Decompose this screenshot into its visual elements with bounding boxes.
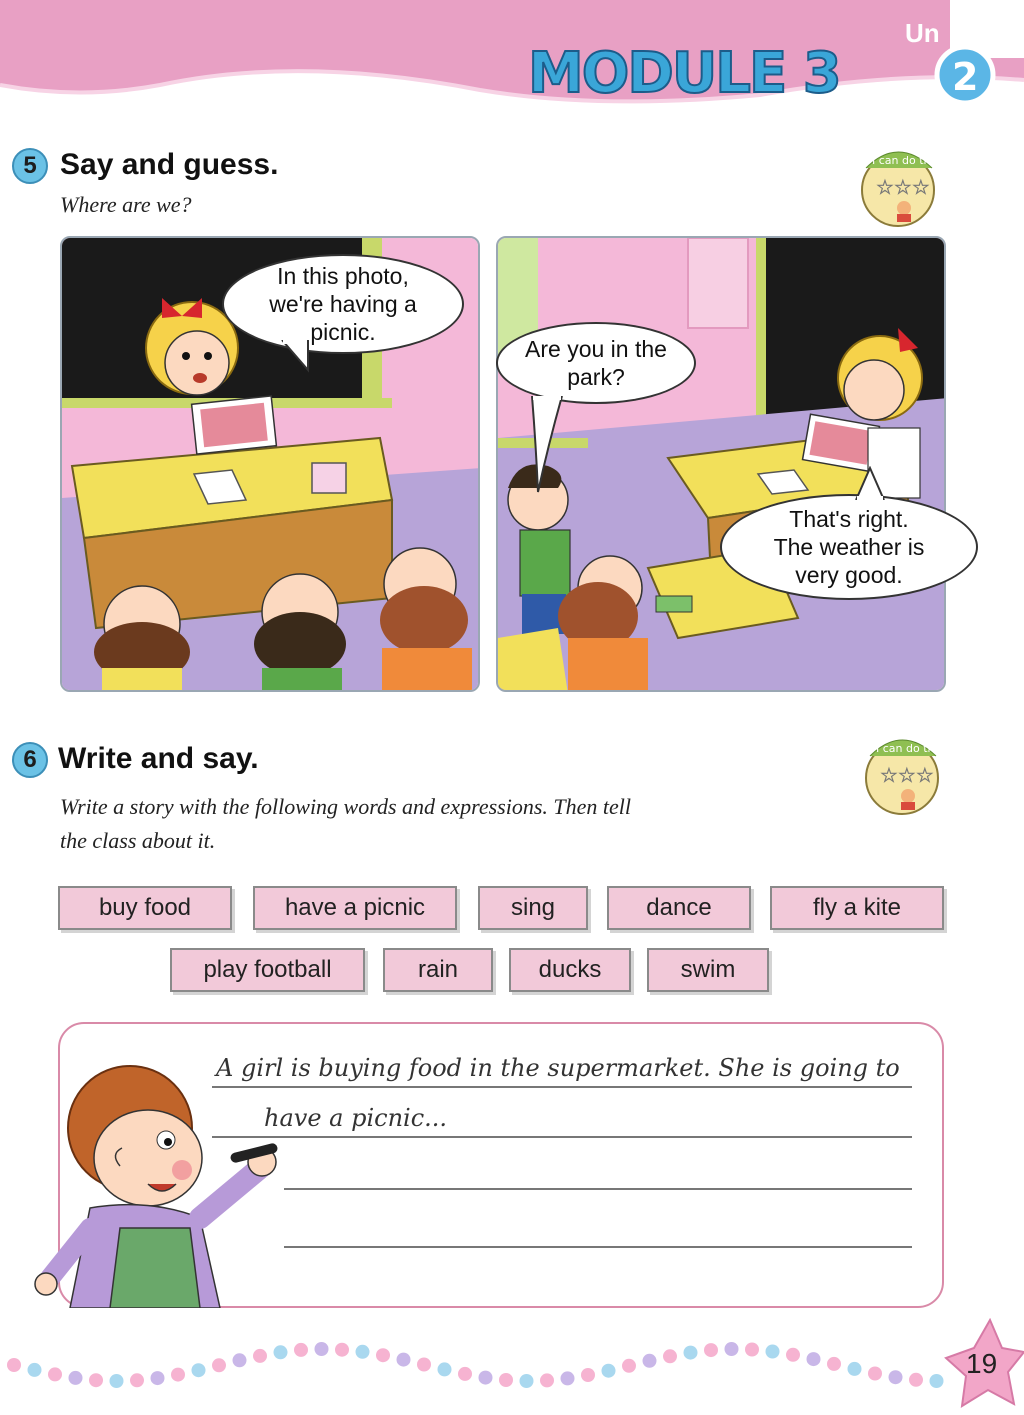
section-6-number: 6 (12, 742, 48, 778)
decorative-dot (561, 1371, 575, 1385)
story-line-1: A girl is buying food in the supermarket. She is going to (216, 1054, 900, 1082)
word-box: sing (478, 886, 588, 930)
decorative-dot (889, 1370, 903, 1384)
decorative-dot (151, 1371, 165, 1385)
decorative-dot (171, 1368, 185, 1382)
decorative-dot (520, 1374, 534, 1388)
decorative-dot (848, 1362, 862, 1376)
decorative-dot (192, 1363, 206, 1377)
decorative-dot (766, 1345, 780, 1359)
decorative-dot (438, 1362, 452, 1376)
speech-bubble-answer (720, 494, 978, 600)
badge-6-text: I can do this (876, 742, 944, 755)
speech-bubble-tail (528, 396, 568, 496)
decorative-dot (110, 1374, 124, 1388)
word-box: dance (607, 886, 751, 930)
bubble-picnic-line-1: In this photo, (277, 263, 409, 289)
speech-bubble-tail (850, 466, 890, 500)
section-6-title: Write and say. (58, 742, 259, 775)
word-box: play football (170, 948, 365, 992)
decorative-dot (233, 1353, 247, 1367)
unit-number: 2 (952, 55, 979, 99)
decorative-dot (909, 1373, 923, 1387)
decorative-dot (581, 1368, 595, 1382)
decorative-dot (868, 1367, 882, 1381)
decorative-dot (827, 1357, 841, 1371)
boy-writing-illustration (30, 1058, 290, 1308)
section-5-number: 5 (12, 148, 48, 184)
decorative-dot (643, 1354, 657, 1368)
speech-bubble-picnic (222, 254, 464, 354)
decorative-dot (807, 1352, 821, 1366)
can-do-badge-icon (852, 726, 952, 816)
decorative-dot (458, 1367, 472, 1381)
decorative-dot (89, 1373, 103, 1387)
decorative-dot (725, 1342, 739, 1356)
module-title-text: MODULE 3 (528, 41, 840, 106)
section-6-instruction-line-1: Write a story with the following words and expressions. Then tell (60, 794, 631, 819)
section-5-instruction: Where are we? (60, 192, 192, 217)
decorative-dot (253, 1349, 267, 1363)
section-5-title: Say and guess. (60, 148, 279, 181)
decorative-dot (397, 1353, 411, 1367)
decorative-dot (540, 1373, 554, 1387)
decorative-dot (376, 1348, 390, 1362)
page-number: 19 (966, 1348, 998, 1379)
module-logo (520, 30, 1020, 110)
speech-bubble-question (496, 322, 696, 404)
writing-line[interactable] (212, 1086, 912, 1088)
decorative-dot (479, 1371, 493, 1385)
decorative-dot (335, 1343, 349, 1357)
bubble-answer-line-1: That's right. (789, 506, 909, 532)
decorative-dot (499, 1373, 513, 1387)
word-box: have a picnic (253, 886, 457, 930)
bubble-question-line-2: park? (567, 364, 625, 390)
word-box: swim (647, 948, 769, 992)
decorative-dot (602, 1364, 616, 1378)
word-box: buy food (58, 886, 232, 930)
can-do-badge-icon (848, 138, 948, 228)
bubble-picnic-line-3: picnic. (310, 319, 376, 345)
unit-label: Un (905, 18, 940, 48)
decorative-dot (7, 1358, 21, 1372)
badge-5-text: I can do this (872, 154, 940, 167)
word-box: fly a kite (770, 886, 944, 930)
decorative-dot (622, 1359, 636, 1373)
bubble-question-line-1: Are you in the (525, 336, 667, 362)
section-6-instruction-line-2: the class about it. (60, 828, 216, 853)
word-box: ducks (509, 948, 631, 992)
speech-bubble-tail (278, 340, 318, 374)
decorative-dot (356, 1345, 370, 1359)
writing-line[interactable] (212, 1136, 912, 1138)
decorative-dot (786, 1348, 800, 1362)
bubble-answer-line-2: The weather is (773, 534, 925, 560)
word-box: rain (383, 948, 493, 992)
decorative-dot (130, 1373, 144, 1387)
decorative-dot (28, 1363, 42, 1377)
svg-text:☆☆☆: ☆☆☆ (876, 177, 930, 199)
svg-text:☆☆☆: ☆☆☆ (880, 765, 934, 787)
writing-line[interactable] (284, 1246, 912, 1248)
bubble-picnic-line-2: we're having a (269, 291, 417, 317)
decorative-dot (663, 1349, 677, 1363)
decorative-dot (315, 1342, 329, 1356)
decorative-dot (745, 1343, 759, 1357)
decorative-dots (0, 1325, 960, 1405)
bubble-answer-line-3: very good. (795, 562, 903, 588)
decorative-dot (212, 1358, 226, 1372)
decorative-dot (274, 1345, 288, 1359)
module-logo-graphic (520, 30, 1020, 110)
decorative-dot (69, 1371, 83, 1385)
decorative-dot (48, 1367, 62, 1381)
decorative-dot (704, 1343, 718, 1357)
decorative-dot (417, 1358, 431, 1372)
decorative-dot (294, 1343, 308, 1357)
decorative-dot (684, 1346, 698, 1360)
writing-line[interactable] (284, 1188, 912, 1190)
story-line-2: have a picnic... (264, 1104, 448, 1132)
